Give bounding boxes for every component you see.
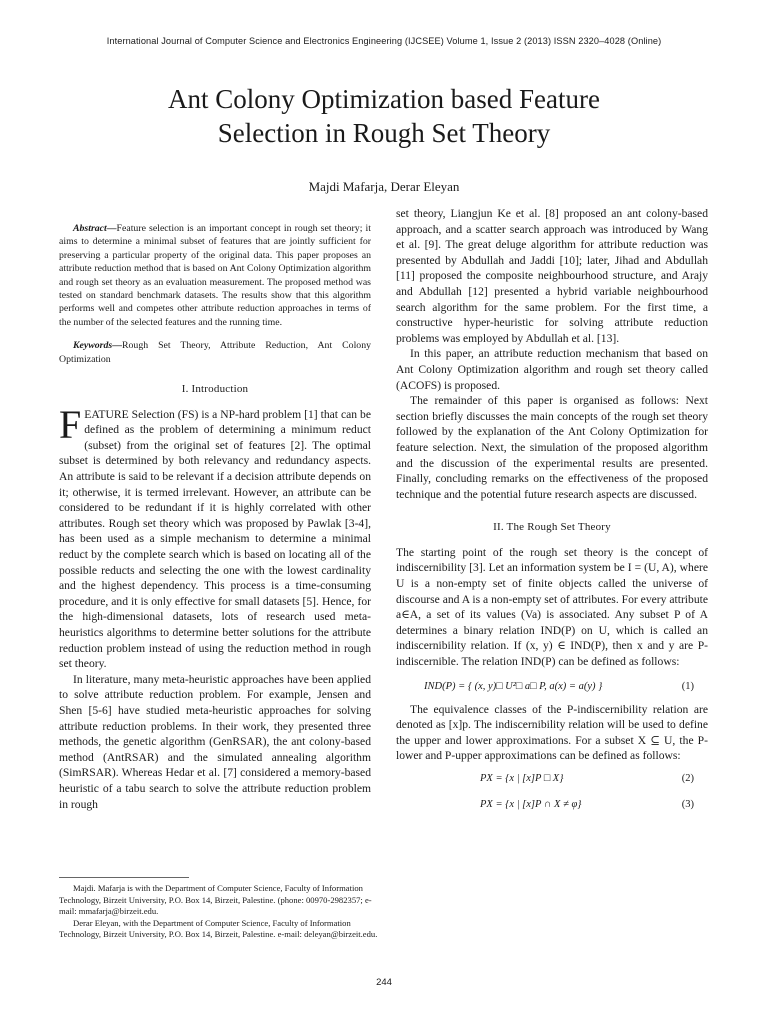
right-column [396, 206, 708, 820]
equation-3-number: (3) [681, 799, 694, 810]
equation-3-body: PX = {x | [x]P ∩ X ≠ φ} [480, 799, 582, 810]
equation-2 [396, 768, 708, 790]
keywords-text: Rough Set Theory, Attribute Reduction, Ant Colony Optimization [59, 340, 371, 365]
equation-3 [396, 794, 708, 816]
intro-paragraph-2: In literature, many meta-heuristic approaches have been applied to solve attribute reduction problem. For example, Jensen and Shen [5-6] have studied meta-heuristic approaches for solving attribute reduction problems. In their work, they presented three methods, the genetic algorithm (GenRSAR), the ant colony-based method (AntRSAR) and the simulated annealing algorithm (SimRSAR). Whereas Hedar et al. [7] considered a memory-based heuristic of a tabu search to solve the attribute reduction problem in rough [59, 672, 371, 811]
rough-set-paragraph-1: The starting point of the rough set theory is the concept of indiscernibility [3]. Let an information system be I = (U, A), where U is a non-empty set of finite objects called the universe of discourse and A is a non-empty set of attributes. For every attribute a∈A, a set of its values (Va) is associated. Any subset P of A determines a binary relation IND(P) on U, which is called an indiscernibility relation. If (x, y) ∈ IND(P), then x and y are P-indiscernible. The relation IND(P) can be defined as follows: [396, 545, 708, 669]
title-line-1: Ant Colony Optimization based Feature [168, 84, 600, 114]
footnote-1: Majdi. Mafarja is with the Department of Computer Science, Faculty of Information Technology, Birzeit University, P.O. Box 14, Birzeit, Palestine. (phone: 00970-2982357; e-mail: mmafarja@birzeit.edu. [59, 883, 372, 917]
equation-1-body: IND(P) = { (x, y)□ U²□ a□ P, a(x) = a(y) } [424, 680, 603, 692]
equation-2-body: PX = {x | [x]P □ X} [480, 773, 564, 784]
section-1-heading: I. Introduction [181, 383, 249, 396]
footnote-divider [59, 877, 189, 878]
keywords-label: Keywords— [73, 340, 122, 352]
intro-paragraph-5: The remainder of this paper is organised as follows: Next section briefly discusses the main concepts of the rough set theory followed by the explanation of the Ant Colony Optimization for feature selection. Next, the simulation of the proposed algorithm and the discussion of the experimental results are presented. Finally, concluding remarks on the effectiveness of the proposed technique and the potential future research aspects are discussed. [396, 394, 708, 501]
intro-paragraph-1-text: EATURE Selection (FS) is a NP-hard problem [1] that can be defined as the problem of determining a minimum reduct (subset) from the original set of features [2]. The optimal subset is determined by both relevancy and redundancy aspects. An attribute is said to be relevant if a decision attribute depends on it; otherwise, it is termed irrelevant. However, an attribute can be considered to be redundant if it is highly correlated with other attributes. Rough set theory which was proposed by Pawlak [3-4], has been used as a simple mechanism to determine a minimal reduct by the complete search which is based on locating all of the possible reducts and selecting the one with the lowest cardinality and the highest dependency. This process is a time-consuming procedure, and it is only effective for small datasets [5]. Hence, for the high-dimensional datasets, lots of research used meta-heuristics algorithms to determine better solutions for the attribute reduction problem instead of using the reduction method in rough set theory. [59, 407, 371, 671]
footnote-2: Derar Eleyan, with the Department of Computer Science, Faculty of Information Technology, Birzeit University, P.O. Box 14, Birzeit, Palestine. e-mail: deleyan@birzeit.edu. [59, 917, 378, 940]
equation-2-number: (2) [681, 773, 694, 784]
rough-set-paragraph-2: The equivalence classes of the P-indiscernibility relation are denoted as [x]p. The indiscernibility relation will be used to define the upper and lower approximations. For a subset X ⊆ U, the P-lower and P-upper approximations can be defined as follows: [396, 702, 708, 763]
abstract-text: Feature selection is an important concept in rough set theory; it aims to determine a minimal subset of features that are jointly sufficient for preserving a particular property of the original data. This paper proposes an attribute reduction method that is based on Ant Colony Optimization algorithm and rough set theory as an evaluation measurement. The proposed method was tested on standard benchmark datasets. The results show that this algorithm performs well and competes other attribute reduction approaches in terms of the number of the selected features and the running time. [59, 223, 371, 328]
left-column [59, 222, 371, 812]
keywords [59, 339, 371, 366]
section-2-heading: II. The Rough Set Theory [493, 521, 611, 534]
paper-authors: Majdi Mafarja, Derar Eleyan [308, 179, 460, 194]
journal-header: International Journal of Computer Science and Electronics Engineering (IJCSEE) Volume 1, Issue 2 (2013) ISSN 2320–4028 (Online) [106, 36, 662, 46]
drop-cap: F [59, 401, 82, 447]
intro-paragraph-4: In this paper, an attribute reduction mechanism that based on Ant Colony Optimization algorithm and rough set theory called (ACOFS) is proposed. [396, 347, 708, 392]
title-line-2: Selection in Rough Set Theory [217, 118, 551, 148]
intro-paragraph-3: set theory, Liangjun Ke et al. [8] proposed an ant colony-based approach, and a scatter search approach was introduced by Wang et al. [9]. The great deluge algorithm for attribute reduction was presented by Abdullah and Jaddi [10]; later, Jihad and Abdullah [11] proposed the composite neighbourhood structure, and Arajy and Abdullah [12] presented a hybrid variable neighbourhood search algorithm for the same problem. For the first time, a constructive hyper-heuristic for solving attribute reduction problems was employed by Abdullah et al. [13]. [396, 207, 708, 345]
page-number: 244 [376, 977, 392, 988]
abstract-label: Abstract— [73, 223, 117, 234]
paper-title [84, 82, 684, 150]
intro-paragraph-1 [59, 401, 371, 672]
footnotes [59, 883, 379, 941]
abstract [59, 222, 371, 329]
equation-1-number: (1) [681, 680, 694, 692]
equation-1 [396, 676, 708, 698]
